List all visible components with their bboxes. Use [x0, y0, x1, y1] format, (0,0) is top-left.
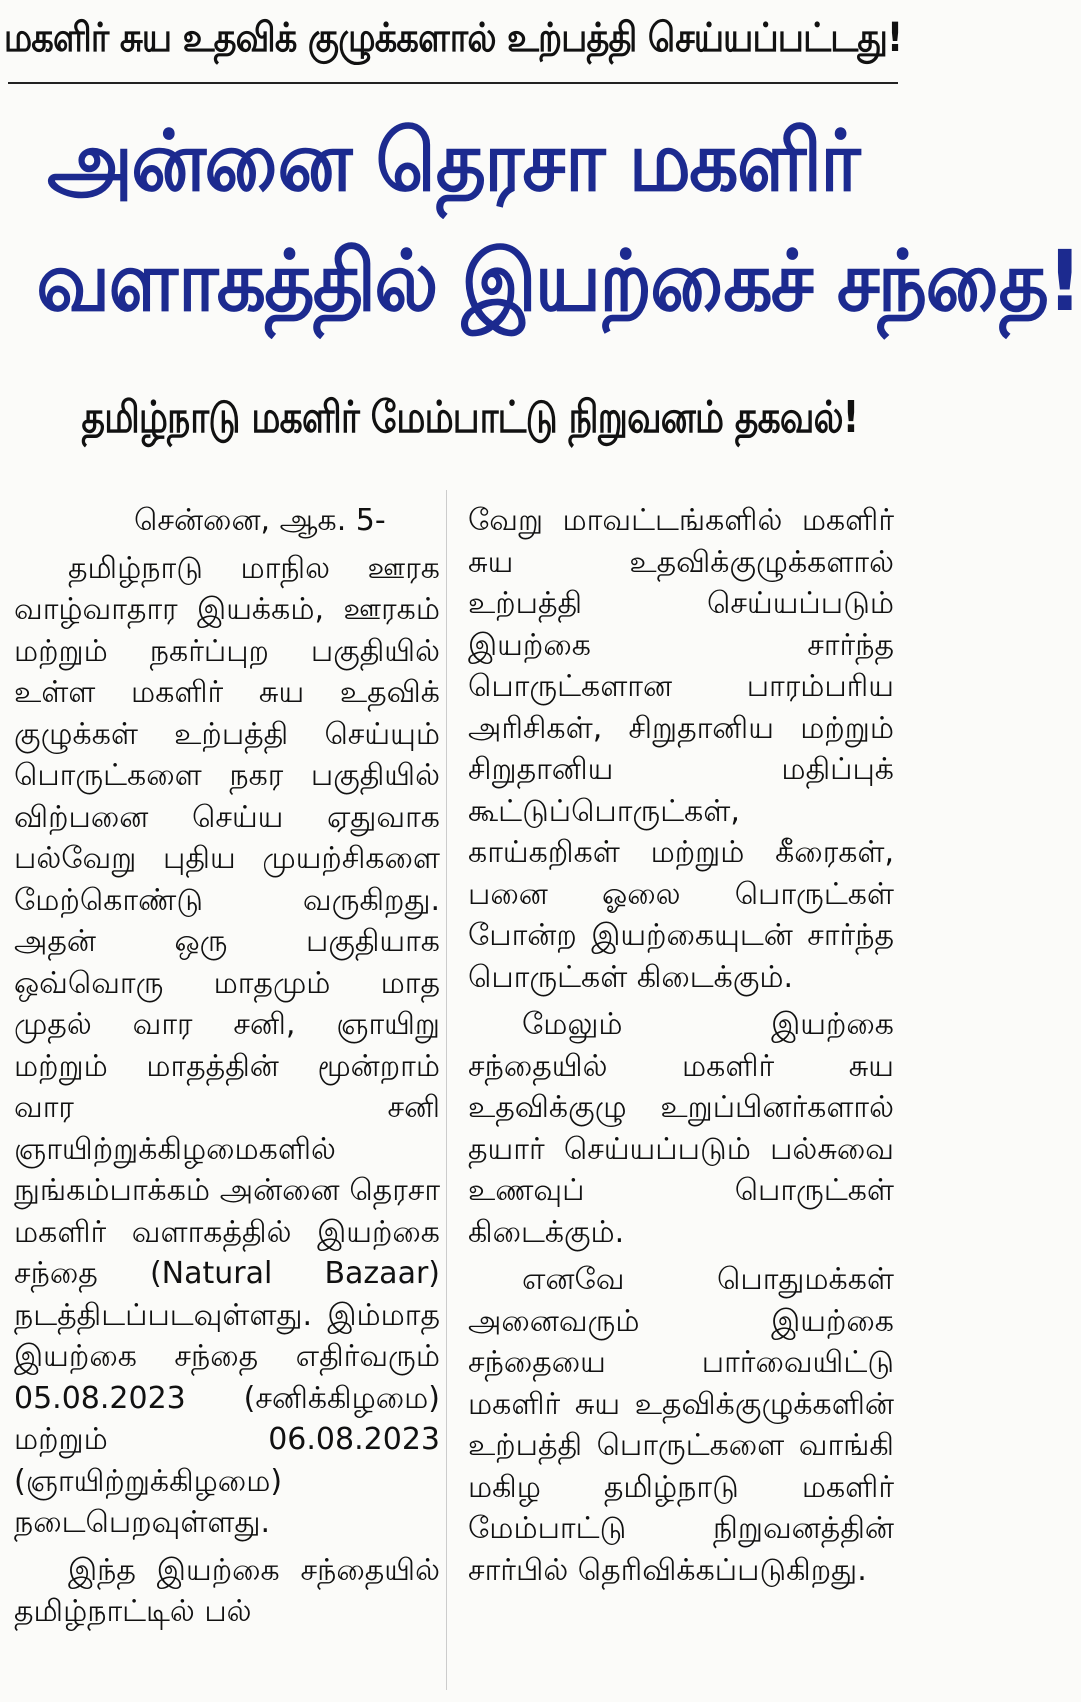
article-column-left — [14, 500, 440, 1695]
kicker-headline: மகளிர் சுய உதவிக் குழுக்களால் உற்பத்தி செய்யப்பட்டது! — [3, 14, 903, 61]
paragraph: இந்த இயற்கை சந்தையில் தமிழ்நாட்டில் பல் — [14, 1552, 440, 1629]
article-body — [14, 500, 894, 1695]
headline-line-2: வளாகத்தில் இயற்கைச் சந்தை! — [36, 232, 1081, 330]
kicker-divider — [8, 82, 898, 84]
paragraph: எனவே பொதுமக்கள் அனைவரும் இயற்கை சந்தையை பார்வையிட்டு மகளிர் சுய உதவிக்குழுக்களின் உற்பத்தி பொருட்களை வாங்கி மகிழ தமிழ்நாடு மகளிர் மேம்பாட்டு நிறுவனத்தின் சார்பில் தெரிவிக்கப்படுகிறது. — [468, 1262, 894, 1588]
paragraph: வேறு மாவட்டங்களில் மகளிர் சுய உதவிக்குழுக்களால் உற்பத்தி செய்யப்படும் இயற்கை சார்ந்த பொருட்களான பாரம்பரிய அரிசிகள், சிறுதானிய மற்றும் சிறுதானிய மதிப்புக் கூட்டுப்பொருட்கள், காய்கறிகள் மற்றும் கீரைகள், பனை ஓலை பொருட்கள் போன்ற இயற்கையுடன் சார்ந்த பொருட்கள் கிடைக்கும். — [468, 503, 894, 995]
paragraph: தமிழ்நாடு மாநில ஊரக வாழ்வாதார இயக்கம், ஊரகம் மற்றும் நகர்ப்புற பகுதியில் உள்ள மகளிர் சுய உதவிக் குழுக்கள் உற்பத்தி செய்யும் பொருட்களை நகர பகுதியில் விற்பனை செய்ய ஏதுவாக பல்வேறு புதிய முயற்சிகளை மேற்கொண்டு வருகிறது. அதன் ஒரு பகுதியாக ஒவ்வொரு மாதமும் மாத முதல் வார சனி, ஞாயிறு மற்றும் மாதத்தின் மூன்றாம் வார சனி ஞாயிற்றுக்கிழமைகளில் நுங்கம்பாக்கம் அன்னை தெரசா மகளிர் வளாகத்தில் இயற்கை சந்தை (Natural Bazaar) நடத்திடப்படவுள்ளது. இம்மாத இயற்கை சந்தை எதிர்வரும் 05.08.2023 (சனிக்கிழமை) மற்றும் 06.08.2023 (ஞாயிற்றுக்கிழமை) நடைபெறவுள்ளது. — [14, 550, 440, 1540]
paragraph: மேலும் இயற்கை சந்தையில் மகளிர் சுய உதவிக்குழு உறுப்பினர்களால் தயார் செய்யப்படும் பல்சுவை உணவுப் பொருட்கள் கிடைக்கும். — [468, 1007, 894, 1250]
dateline: சென்னை, ஆக. 5- — [134, 503, 386, 538]
headline-line-1: அன்னை தெரசா மகளிர் — [47, 112, 859, 210]
subheadline: தமிழ்நாடு மகளிர் மேம்பாட்டு நிறுவனம் தகவல்! — [81, 392, 859, 443]
article-column-right — [468, 500, 894, 1695]
